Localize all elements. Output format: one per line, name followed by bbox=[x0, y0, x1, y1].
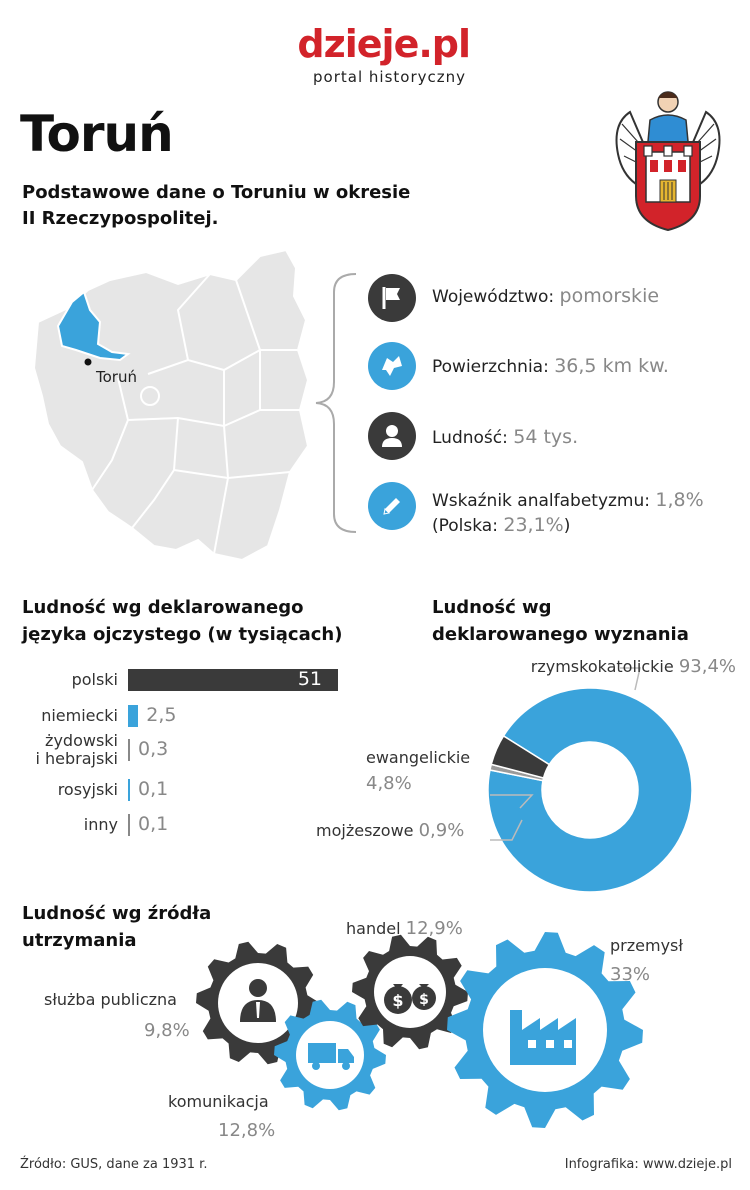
bar-value-label: 0,3 bbox=[138, 738, 169, 760]
brace-divider bbox=[312, 272, 362, 534]
slice-label-catholic: rzymskokatolickie 93,4% bbox=[530, 656, 736, 677]
bar-category-label: inny bbox=[83, 815, 118, 834]
brand-tagline: portal historyczny bbox=[313, 68, 466, 86]
income-chart-title: Ludność wg źródła utrzymania bbox=[22, 903, 212, 951]
language-chart-title: Ludność wg deklarowanego języka ojczystego (w tysiącach) bbox=[22, 597, 343, 645]
person-icon bbox=[368, 412, 416, 460]
bar-value-label: 2,5 bbox=[146, 704, 177, 726]
gear-pct-communication: 12,8% bbox=[218, 1120, 276, 1141]
illiteracy-poland-value: 23,1% bbox=[503, 514, 564, 536]
svg-text:$: $ bbox=[419, 992, 429, 1008]
bar-mark bbox=[128, 779, 130, 801]
credit-note: Infografika: www.dzieje.pl bbox=[564, 1157, 732, 1172]
slice-label-jewish: mojżeszowe 0,9% bbox=[316, 820, 465, 841]
source-note: Źródło: GUS, dane za 1931 r. bbox=[20, 1157, 208, 1172]
page-title: Toruń bbox=[20, 105, 173, 163]
flag-icon bbox=[368, 274, 416, 322]
bar-mark bbox=[128, 814, 130, 836]
map-city-label: Toruń bbox=[96, 368, 137, 386]
subtitle-line-1: Podstawowe dane o Toruniu w okresie bbox=[22, 182, 411, 203]
pencil-icon bbox=[368, 482, 416, 530]
map-region-icon bbox=[368, 342, 416, 390]
bar-category-label: polski bbox=[71, 670, 118, 689]
bar-category-label: rosyjski bbox=[57, 780, 118, 799]
gear-label-trade: handel 12,9% bbox=[346, 918, 463, 939]
coat-of-arms-icon bbox=[608, 84, 728, 234]
population-row: Ludność: 54 tys. bbox=[432, 426, 579, 448]
voivodeship-row: Województwo: pomorskie bbox=[432, 285, 660, 307]
voivodeship-value: pomorskie bbox=[559, 285, 660, 307]
gear-pct-public-service: 9,8% bbox=[144, 1020, 190, 1041]
gear-pct-industry: 33% bbox=[610, 964, 651, 985]
gear-label-public-service: służba publiczna bbox=[44, 990, 177, 1009]
gear-label-communication: komunikacja bbox=[168, 1092, 269, 1111]
bar-value-label: 0,1 bbox=[138, 778, 169, 800]
bar-category-label: żydowski i hebrajski bbox=[35, 731, 118, 768]
bar-mark bbox=[128, 739, 130, 761]
bar-value-label: 0,1 bbox=[138, 813, 169, 835]
subtitle-line-2: II Rzeczypospolitej. bbox=[22, 208, 219, 229]
poland-map bbox=[28, 250, 328, 570]
population-value: 54 tys. bbox=[513, 426, 579, 448]
brand-logo: dzieje.pl bbox=[297, 22, 470, 66]
svg-text:$: $ bbox=[392, 991, 404, 1010]
page-subtitle bbox=[22, 180, 462, 232]
religion-chart-title: Ludność wg deklarowanego wyznania bbox=[432, 597, 689, 645]
illiteracy-row: Wskaźnik analfabetyzmu: 1,8% (Polska: 23,1%) bbox=[432, 489, 704, 536]
bar-value-label: 51 bbox=[297, 668, 322, 690]
bar-mark bbox=[128, 705, 138, 727]
illiteracy-value: 1,8% bbox=[655, 489, 704, 511]
gear-pct-trade: 12,9% bbox=[405, 918, 463, 939]
area-value: 36,5 km kw. bbox=[554, 355, 669, 377]
torun-marker bbox=[85, 359, 92, 366]
area-row: Powierzchnia: 36,5 km kw. bbox=[432, 355, 669, 377]
bar-category-label: niemiecki bbox=[41, 706, 118, 725]
slice-label-evangelical: ewangelickie 4,8% bbox=[366, 748, 471, 794]
gear-label-industry: przemysł bbox=[610, 936, 683, 955]
